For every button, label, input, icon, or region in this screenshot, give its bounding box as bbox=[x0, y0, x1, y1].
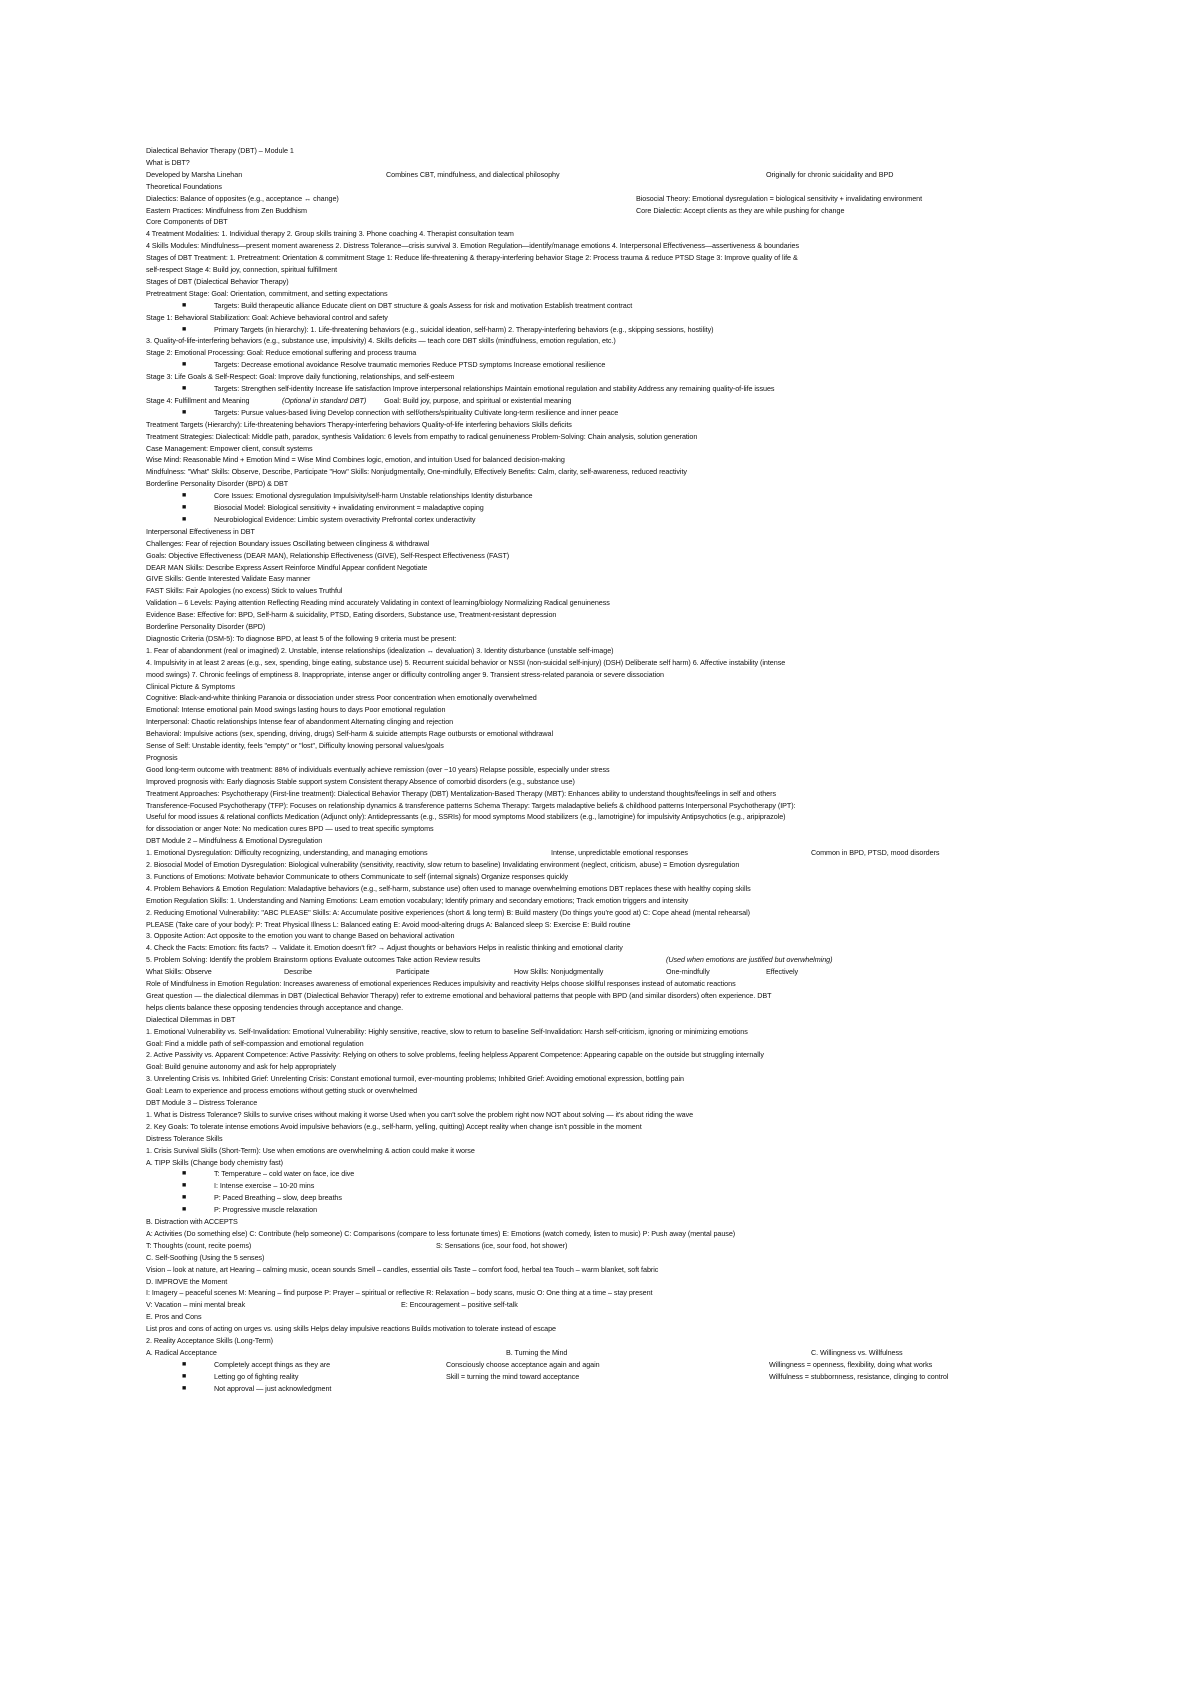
text-segment: Distress Tolerance Skills bbox=[146, 1133, 223, 1143]
text-segment: I: Intense exercise – 10-20 mins bbox=[214, 1181, 315, 1191]
text-segment: helps clients balance these opposing tendencies through acceptance and change. bbox=[146, 1002, 404, 1012]
text-segment: C. Willingness vs. Willfulness bbox=[811, 1347, 903, 1357]
text-segment: T: Temperature – cold water on face, ice dive bbox=[214, 1169, 355, 1179]
text-segment: 3. Unrelenting Crisis vs. Inhibited Grief: Unrelenting Crisis: Constant emotional turmoil, ever-mounting problems; Inhibited Grief: Avoiding emotional expression, bottling pain bbox=[146, 1074, 684, 1084]
text-segment: 2. Reducing Emotional Vulnerability: "ABC PLEASE" Skills: A: Accumulate positive experiences (short & long term) B: Build mastery (Do things you're good at) C: Cope ahead (mental rehearsal) bbox=[146, 907, 750, 917]
bullet-icon: ■ bbox=[182, 325, 187, 333]
text-segment: Diagnostic Criteria (DSM-5): To diagnose BPD, at least 5 of the following 9 criteria must be present: bbox=[146, 633, 457, 643]
text-segment: Borderline Personality Disorder (BPD) bbox=[146, 622, 266, 631]
text-segment: Common in BPD, PTSD, mood disorders bbox=[811, 848, 940, 858]
text-segment: PLEASE (Take care of your body): P: Treat Physical Illness L: Balanced eating E: Avoid mood-altering drugs A: Balanced sleep S: Exercise E: Build routine bbox=[146, 919, 631, 929]
text-segment: C. Self-Soothing (Using the 5 senses) bbox=[146, 1252, 265, 1262]
text-segment: 4 Skills Modules: Mindfulness—present moment awareness 2. Distress Tolerance—crisis survival 3. Emotion Regulation—identify/manage emotions 4. Interpersonal Effectiveness—assertiveness & boundaries bbox=[146, 241, 800, 251]
bullet-icon: ■ bbox=[182, 515, 187, 523]
text-segment: 2. Active Passivity vs. Apparent Competence: Active Passivity: Relying on others to solve problems, feeling helpless Apparent Competence: Appearing capable on the outside but struggling internally bbox=[146, 1050, 764, 1060]
text-segment: Primary Targets (in hierarchy): 1. Life-threatening behaviors (e.g., suicidal ideation, self-harm) 2. Therapy-interfering behaviors (e.g., skipping sessions, hostility) bbox=[214, 324, 714, 334]
text-segment: I: Imagery – peaceful scenes M: Meaning – find purpose P: Prayer – spiritual or reflective R: Relaxation – body scans, music O: One thing at a time – stay present bbox=[146, 1288, 653, 1298]
text-segment: Stage 4: Fulfillment and Meaning bbox=[146, 395, 250, 405]
text-segment: 4. Problem Behaviors & Emotion Regulation: Maladaptive behaviors (e.g., self-harm, substance use) often used to manage overwhelming emotions DBT replaces these with healthy coping skills bbox=[146, 883, 751, 893]
text-segment: FAST Skills: Fair Apologies (no excess) Stick to values Truthful bbox=[146, 586, 343, 596]
text-segment: 2. Biosocial Model of Emotion Dysregulation: Biological vulnerability (sensitivity, reactivity, slow return to baseline) Invalidating environment (neglect, criticism, abuse) = Emotion dysregulation bbox=[146, 860, 740, 869]
text-segment: Goal: Learn to experience and process emotions without getting stuck or overwhelmed bbox=[146, 1086, 418, 1096]
text-segment: DEAR MAN Skills: Describe Express Assert Reinforce Mindful Appear confident Negotiate bbox=[146, 562, 428, 572]
bullet-icon: ■ bbox=[182, 492, 187, 500]
text-segment: mood swings) 7. Chronic feelings of emptiness 8. Inappropriate, intense anger or difficulty controlling anger 9. Transient stress-related paranoia or severe dissociation bbox=[146, 669, 664, 679]
text-segment: Clinical Picture & Symptoms bbox=[146, 681, 235, 691]
text-segment: Improved prognosis with: Early diagnosis Stable support system Consistent therapy Absence of comorbid disorders (e.g., substance use) bbox=[146, 776, 575, 786]
text-segment: Consciously choose acceptance again and again bbox=[446, 1359, 600, 1369]
text-segment: Evidence Base: Effective for: BPD, Self-harm & suicidality, PTSD, Eating disorders, Substance use, Treatment-resistant depression bbox=[146, 610, 557, 620]
text-segment: Biosocial Model: Biological sensitivity + invalidating environment = maladaptive coping bbox=[214, 503, 484, 512]
text-segment: Cognitive: Black-and-white thinking Paranoia or dissociation under stress Poor concentration when emotionally overwhelmed bbox=[146, 693, 537, 703]
text-segment: Targets: Build therapeutic alliance Educate client on DBT structure & goals Assess for risk and motivation Establish treatment contract bbox=[214, 300, 633, 310]
text-segment: (Used when emotions are justified but overwhelming) bbox=[666, 955, 833, 965]
text-segment: GIVE Skills: Gentle Interested Validate Easy manner bbox=[146, 574, 311, 584]
text-segment: Developed by Marsha Linehan bbox=[146, 169, 243, 179]
text-segment: 3. Functions of Emotions: Motivate behavior Communicate to others Communicate to self (internal signals) Organize responses quickly bbox=[146, 871, 569, 881]
text-segment: Stages of DBT Treatment: 1. Pretreatment: Orientation & commitment Stage 1: Reduce life-threatening & therapy-interfering behavior Stage 2: Process trauma & reduce PTSD Stage 3: Improve quality of life & bbox=[146, 253, 798, 263]
text-segment: Stage 2: Emotional Processing: Goal: Reduce emotional suffering and process trauma bbox=[146, 348, 417, 358]
text-segment: self-respect Stage 4: Build joy, connection, spiritual fulfillment bbox=[146, 265, 338, 274]
text-segment: 1. Crisis Survival Skills (Short-Term): Use when emotions are overwhelming & action could make it worse bbox=[146, 1145, 475, 1155]
text-segment: Pretreatment Stage: Goal: Orientation, commitment, and setting expectations bbox=[146, 288, 388, 298]
text-segment: Treatment Strategies: Dialectical: Middle path, paradox, synthesis Validation: 6 levels from empathy to radical genuineness Problem-Solving: Chain analysis, solution generation bbox=[146, 431, 698, 441]
text-segment: 5. Problem Solving: Identify the problem Brainstorm options Evaluate outcomes Take action Review results bbox=[146, 955, 481, 965]
text-segment: 2. Key Goals: To tolerate intense emotions Avoid impulsive behaviors (e.g., self-harm, yelling, quitting) Accept reality when change isn't possible in the moment bbox=[146, 1121, 642, 1131]
text-segment: Prognosis bbox=[146, 752, 178, 762]
text-segment: Dialectical Dilemmas in DBT bbox=[146, 1014, 236, 1024]
text-segment: T: Thoughts (count, recite poems) bbox=[146, 1240, 252, 1250]
text-segment: Interpersonal: Chaotic relationships Intense fear of abandonment Alternating clinging and rejection bbox=[146, 717, 454, 727]
text-segment: P: Paced Breathing – slow, deep breaths bbox=[214, 1193, 342, 1203]
text-segment: Case Management: Empower client, consult systems bbox=[146, 443, 313, 453]
text-segment: Mindfulness: "What" Skills: Observe, Describe, Participate "How" Skills: Nonjudgmentally, One-mindfully, Effectively Benefits: Calm, clarity, self-awareness, reduced reactivity bbox=[146, 467, 687, 477]
text-segment: Treatment Approaches: Psychotherapy (First-line treatment): Dialectical Behavior Therapy (DBT) Mentalization-Based Therapy (MBT): Enhances ability to understand thoughts/feelings in self and others bbox=[146, 788, 777, 798]
text-segment: Stage 3: Life Goals & Self-Respect: Goal: Improve daily functioning, relationships, and self-esteem bbox=[146, 372, 455, 382]
text-segment: 1. What is Distress Tolerance? Skills to survive crises without making it worse Used when you can't solve the problem right now NOT about solving — it's about riding the wave bbox=[146, 1109, 694, 1119]
bullet-icon: ■ bbox=[182, 504, 187, 511]
text-segment: DBT Module 3 – Distress Tolerance bbox=[146, 1098, 258, 1107]
text-segment: What is DBT? bbox=[146, 157, 190, 167]
text-segment: Interpersonal Effectiveness in DBT bbox=[146, 526, 255, 536]
text-segment: B. Turning the Mind bbox=[506, 1347, 568, 1357]
text-segment: D. IMPROVE the Moment bbox=[146, 1276, 228, 1286]
text-segment: 1. Emotional Dysregulation: Difficulty recognizing, understanding, and managing emotions bbox=[146, 848, 428, 858]
text-segment: B. Distraction with ACCEPTS bbox=[146, 1217, 238, 1226]
text-segment: One-mindfully bbox=[666, 967, 710, 977]
text-segment: Role of Mindfulness in Emotion Regulation: Increases awareness of emotional experiences Reduces impulsivity and reactivity Helps choose skillful responses instead of automatic reactions bbox=[146, 979, 736, 988]
text-segment: Stages of DBT (Dialectical Behavior Therapy) bbox=[146, 276, 289, 286]
text-segment: Borderline Personality Disorder (BPD) & DBT bbox=[146, 479, 289, 489]
text-segment: Goal: Find a middle path of self-compassion and emotional regulation bbox=[146, 1038, 364, 1048]
bullet-icon: ■ bbox=[182, 301, 187, 309]
text-segment: Biosocial Theory: Emotional dysregulation = biological sensitivity + invalidating environment bbox=[636, 193, 923, 203]
text-segment: E: Encouragement – positive self-talk bbox=[401, 1300, 518, 1310]
text-segment: Skill = turning the mind toward acceptance bbox=[446, 1371, 580, 1381]
bullet-icon: ■ bbox=[182, 385, 187, 392]
text-segment: A. TIPP Skills (Change body chemistry fast) bbox=[146, 1157, 283, 1167]
text-segment: What Skills: Observe bbox=[146, 967, 212, 977]
text-segment: DBT Module 2 – Mindfulness & Emotional Dysregulation bbox=[146, 836, 323, 846]
text-segment: S: Sensations (ice, sour food, hot shower) bbox=[436, 1240, 568, 1250]
text-segment: Letting go of fighting reality bbox=[214, 1371, 299, 1381]
text-segment: E. Pros and Cons bbox=[146, 1312, 202, 1322]
text-segment: Dialectics: Balance of opposites (e.g., acceptance ↔ change) bbox=[146, 193, 339, 203]
text-segment: 3. Quality-of-life-interfering behaviors (e.g., substance use, impulsivity) 4. Skills deficits — teach core DBT skills (mindfulness, emotion regulation, etc.) bbox=[146, 336, 616, 346]
text-segment: 3. Opposite Action: Act opposite to the emotion you want to change Based on behavioral activation bbox=[146, 931, 455, 941]
bullet-icon: ■ bbox=[182, 1360, 187, 1368]
text-segment: (Optional in standard DBT) bbox=[282, 395, 367, 405]
text-segment: Treatment Targets (Hierarchy): Life-threatening behaviors Therapy-interfering behaviors Quality-of-life interfering behaviors Skills deficits bbox=[146, 419, 572, 429]
text-segment: Goal: Build genuine autonomy and ask for help appropriately bbox=[146, 1062, 337, 1072]
text-segment: Behavioral: Impulsive actions (sex, spending, driving, drugs) Self-harm & suicide attempts Rage outbursts or emotional withdrawal bbox=[146, 729, 554, 739]
text-segment: Transference-Focused Psychotherapy (TFP): Focuses on relationship dynamics & transference patterns Schema Therapy: Targets maladaptive beliefs & childhood patterns Interpersonal Psychotherapy (IPT): bbox=[146, 800, 796, 810]
text-segment: Willfulness = stubbornness, resistance, clinging to control bbox=[769, 1371, 949, 1381]
text-segment: 1. Fear of abandonment (real or imagined) 2. Unstable, intense relationships (idealization ↔ devaluation) 3. Identity disturbance (unstable self-image) bbox=[146, 645, 614, 655]
text-segment: Dialectical Behavior Therapy (DBT) – Module 1 bbox=[146, 146, 294, 155]
text-segment: Targets: Strengthen self-identity Increase life satisfaction Improve interpersonal relationships Maintain emotional regulation and stability Address any remaining quality-of-life issues bbox=[214, 384, 775, 393]
text-segment: 2. Reality Acceptance Skills (Long-Term) bbox=[146, 1336, 274, 1345]
bullet-icon: ■ bbox=[182, 1384, 187, 1392]
bullet-icon: ■ bbox=[182, 1170, 187, 1178]
text-segment: Theoretical Foundations bbox=[146, 181, 222, 191]
text-segment: Willingness = openness, flexibility, doing what works bbox=[769, 1359, 933, 1369]
text-segment: Sense of Self: Unstable identity, feels "empty" or "lost", Difficulty knowing personal values/goals bbox=[146, 741, 444, 750]
text-segment: Goal: Build joy, purpose, and spiritual or existential meaning bbox=[384, 395, 572, 405]
text-segment: A. Radical Acceptance bbox=[146, 1347, 217, 1357]
text-segment: How Skills: Nonjudgmentally bbox=[514, 967, 604, 977]
text-segment: Good long-term outcome with treatment: 88% of individuals eventually achieve remission (over ~10 years) Relapse possible, especially under stress bbox=[146, 764, 610, 774]
text-segment: Combines CBT, mindfulness, and dialectical philosophy bbox=[386, 169, 560, 179]
text-segment: Core Dialectic: Accept clients as they are while pushing for change bbox=[636, 205, 845, 215]
text-segment: Emotional: Intense emotional pain Mood swings lasting hours to days Poor emotional regulation bbox=[146, 705, 446, 715]
text-segment: Originally for chronic suicidality and BPD bbox=[766, 169, 894, 179]
bullet-icon: ■ bbox=[182, 1182, 187, 1190]
text-segment: Useful for mood issues & relational conflicts Medication (Adjunct only): Antidepressants (e.g., SSRIs) for mood symptoms Mood stabilizers (e.g., lamotrigine) for impulsivity Antipsychotics (e.g., aripiprazole) bbox=[146, 812, 786, 822]
text-segment: Core Issues: Emotional dysregulation Impulsivity/self-harm Unstable relationships Identity disturbance bbox=[214, 491, 533, 501]
text-segment: Completely accept things as they are bbox=[214, 1359, 331, 1369]
text-segment: Effectively bbox=[766, 967, 799, 977]
text-segment: Targets: Pursue values-based living Develop connection with self/others/spirituality Cultivate long-term resilience and inner peace bbox=[214, 407, 619, 417]
text-segment: Wise Mind: Reasonable Mind + Emotion Mind = Wise Mind Combines logic, emotion, and intuition Used for balanced decision-making bbox=[146, 455, 565, 465]
bullet-icon: ■ bbox=[182, 1372, 187, 1380]
text-segment: Validation – 6 Levels: Paying attention Reflecting Reading mind accurately Validating in context of learning/biology Normalizing Radical genuineness bbox=[146, 598, 610, 608]
text-segment: List pros and cons of acting on urges vs. using skills Helps delay impulsive reactions Builds motivation to tolerate instead of escape bbox=[146, 1324, 556, 1334]
text-segment: Stage 1: Behavioral Stabilization: Goal: Achieve behavioral control and safety bbox=[146, 312, 388, 322]
bullet-icon: ■ bbox=[182, 361, 187, 369]
bullet-icon: ■ bbox=[182, 1194, 187, 1202]
text-segment: 1. Emotional Vulnerability vs. Self-Invalidation: Emotional Vulnerability: Highly sensitive, reactive, slow to return to baseline Self-Invalidation: Harsh self-criticism, ignoring or minimizing emotions bbox=[146, 1026, 748, 1036]
text-segment: Describe bbox=[284, 967, 312, 977]
text-segment: for dissociation or anger Note: No medication cures BPD — used to treat specific symptoms bbox=[146, 824, 434, 834]
text-segment: Emotion Regulation Skills: 1. Understanding and Naming Emotions: Learn emotion vocabulary; Identify primary and secondary emotions; Track emotion triggers and intensity bbox=[146, 895, 689, 905]
text-segment: Eastern Practices: Mindfulness from Zen Buddhism bbox=[146, 205, 307, 215]
text-segment: 4 Treatment Modalities: 1. Individual therapy 2. Group skills training 3. Phone coaching 4. Therapist consultation team bbox=[146, 229, 514, 239]
text-segment: 4. Check the Facts: Emotion: fits facts? → Validate it. Emotion doesn't fit? → Adjust thoughts or behaviors Helps in realistic thinking and emotional clarity bbox=[146, 943, 623, 953]
text-segment: Goals: Objective Effectiveness (DEAR MAN), Relationship Effectiveness (GIVE), Self-Respect Effectiveness (FAST) bbox=[146, 550, 510, 560]
bullet-icon: ■ bbox=[182, 1206, 187, 1214]
text-segment: 4. Impulsivity in at least 2 areas (e.g., sex, spending, binge eating, substance use) 5. Recurrent suicidal behavior or NSSI (non-suicidal self-injury) (DSH) Deliberate self harm) 6. Affective instability (intense bbox=[146, 657, 786, 667]
bullet-icon: ■ bbox=[182, 408, 187, 416]
text-segment: Not approval — just acknowledgment bbox=[214, 1383, 332, 1393]
text-segment: Challenges: Fear of rejection Boundary issues Oscillating between clinginess & withdrawal bbox=[146, 538, 430, 548]
text-segment: Vision – look at nature, art Hearing – calming music, ocean sounds Smell – candles, essential oils Taste – comfort food, herbal tea Touch – warm blanket, soft fabric bbox=[146, 1264, 659, 1274]
text-segment: V: Vacation – mini mental break bbox=[146, 1300, 246, 1310]
text-segment: Great question — the dialectical dilemmas in DBT (Dialectical Behavior Therapy) refer to extreme emotional and behavioral patterns that people with BPD (and similar disorders) often experience. DBT bbox=[146, 990, 772, 1000]
text-segment: P: Progressive muscle relaxation bbox=[214, 1205, 318, 1215]
text-segment: Participate bbox=[396, 967, 430, 977]
text-segment: Neurobiological Evidence: Limbic system overactivity Prefrontal cortex underactivity bbox=[214, 514, 476, 524]
text-segment: Core Components of DBT bbox=[146, 217, 228, 227]
text-segment: Intense, unpredictable emotional responses bbox=[551, 848, 688, 858]
text-segment: Targets: Decrease emotional avoidance Resolve traumatic memories Reduce PTSD symptoms Increase emotional resilience bbox=[214, 360, 606, 370]
text-segment: A: Activities (Do something else) C: Contribute (help someone) C: Comparisons (compare to less fortunate times) E: Emotions (watch comedy, listen to music) P: Push away (mental pause) bbox=[146, 1228, 736, 1238]
